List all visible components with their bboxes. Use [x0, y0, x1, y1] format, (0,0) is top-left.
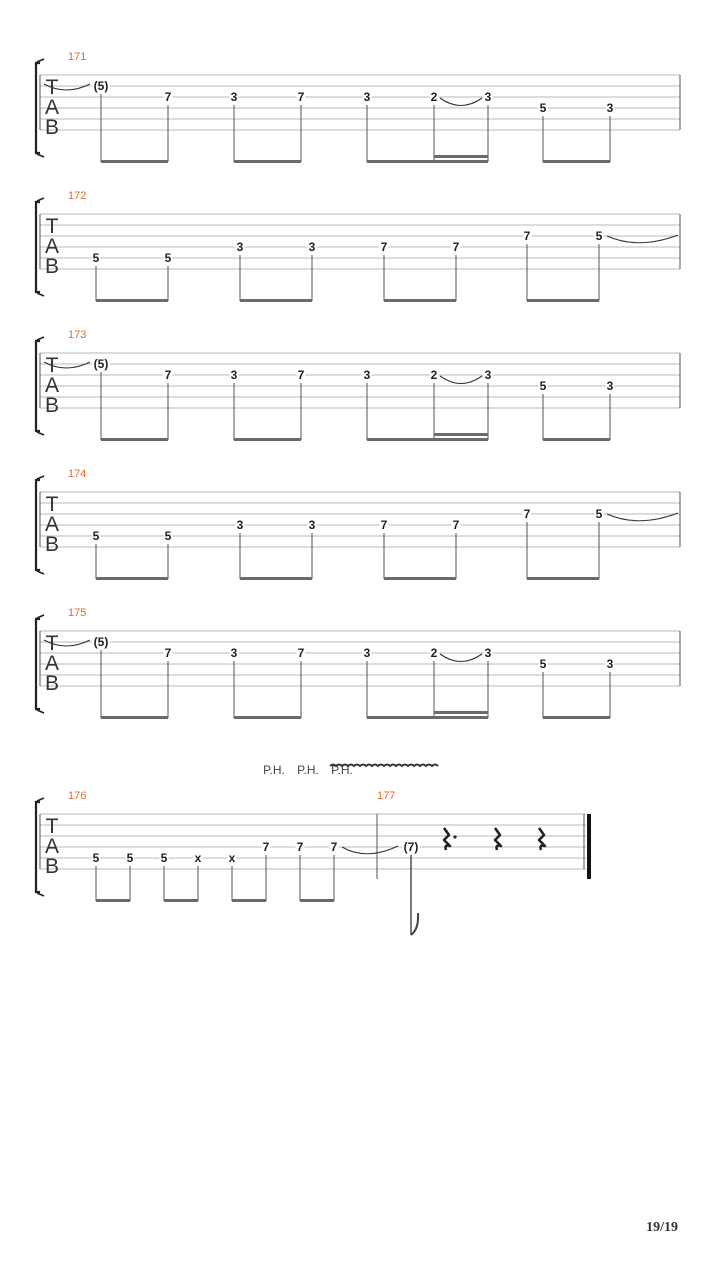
- fret-number: 3: [230, 90, 238, 104]
- tab-clef-letter: B: [44, 855, 60, 878]
- fret-number: 3: [308, 240, 316, 254]
- tab-clef-letter: T: [45, 76, 59, 99]
- tab-clef-letter: B: [44, 116, 60, 139]
- system-bracket: [36, 63, 40, 153]
- fret-number: 7: [297, 646, 305, 660]
- beam: [164, 899, 198, 902]
- fret-number: 7: [262, 840, 270, 854]
- measure-number: 172: [68, 190, 87, 202]
- bracket-hook: [37, 893, 44, 896]
- bracket-hook: [37, 59, 44, 62]
- fret-number: (5): [93, 79, 109, 93]
- tab-system: [36, 607, 680, 719]
- fret-number: 7: [523, 507, 531, 521]
- tab-clef-letter: T: [45, 354, 59, 377]
- fret-number: 7: [297, 90, 305, 104]
- system-bracket: [36, 619, 40, 709]
- fret-number: (7): [403, 840, 419, 854]
- beam: [527, 577, 599, 580]
- measure-number: 174: [68, 468, 87, 480]
- palm-mute-label: P.H.: [263, 763, 285, 777]
- note-flag: [411, 913, 418, 935]
- quarter-rest: [495, 828, 501, 850]
- beam: [434, 155, 488, 158]
- bracket-hook: [37, 476, 44, 479]
- beam: [101, 160, 168, 163]
- fret-number: 3: [236, 240, 244, 254]
- beam: [367, 716, 488, 719]
- fret-number: 7: [296, 840, 304, 854]
- fret-number: 5: [126, 851, 134, 865]
- fret-number: 5: [92, 851, 100, 865]
- fret-number: (5): [93, 635, 109, 649]
- fret-number: 3: [484, 646, 492, 660]
- fret-number: 7: [297, 368, 305, 382]
- beam: [234, 438, 301, 441]
- beam: [434, 433, 488, 436]
- tab-system: [36, 468, 680, 580]
- measure-number: 177: [377, 790, 396, 802]
- fret-number: 3: [484, 90, 492, 104]
- fret-number: 5: [164, 251, 172, 265]
- dotted-quarter-rest: [444, 828, 450, 850]
- page-number: 19/19: [646, 1220, 678, 1235]
- beam: [384, 577, 456, 580]
- beam: [367, 438, 488, 441]
- palm-mute-label: P.H.: [297, 763, 319, 777]
- bracket-hook: [37, 337, 44, 340]
- tab-clef-letter: A: [44, 835, 60, 858]
- beam: [543, 716, 610, 719]
- fret-number: 5: [160, 851, 168, 865]
- tab-system: [36, 763, 591, 935]
- fret-number: 3: [308, 518, 316, 532]
- beam: [543, 160, 610, 163]
- tie-arc: [440, 376, 482, 384]
- beam: [240, 577, 312, 580]
- fret-number: 5: [539, 657, 547, 671]
- tab-clef-letter: T: [45, 493, 59, 516]
- final-bar-thick: [587, 814, 591, 879]
- fret-number: 7: [164, 646, 172, 660]
- bracket-hook: [37, 798, 44, 801]
- fret-number: 7: [380, 240, 388, 254]
- fret-number: 2: [430, 90, 438, 104]
- tie-arc: [440, 654, 482, 662]
- fret-number: x: [194, 851, 202, 865]
- fret-number: 7: [380, 518, 388, 532]
- tab-system: [36, 51, 680, 163]
- tab-clef-letter: A: [44, 513, 60, 536]
- bracket-hook: [37, 432, 44, 435]
- fret-number: (5): [93, 357, 109, 371]
- system-bracket: [36, 202, 40, 292]
- fret-number: 5: [92, 251, 100, 265]
- fret-number: 2: [430, 646, 438, 660]
- fret-number: 7: [164, 90, 172, 104]
- fret-number: 5: [539, 379, 547, 393]
- fret-number: 3: [363, 90, 371, 104]
- fret-number: 7: [523, 229, 531, 243]
- beam: [527, 299, 599, 302]
- palm-mute-extension: [330, 765, 438, 767]
- beam: [543, 438, 610, 441]
- fret-number: 3: [236, 518, 244, 532]
- tab-clef-letter: B: [44, 255, 60, 278]
- beam: [232, 899, 266, 902]
- beam: [367, 160, 488, 163]
- fret-number: 3: [363, 646, 371, 660]
- bracket-hook: [37, 615, 44, 618]
- fret-number: 5: [164, 529, 172, 543]
- tab-clef-letter: T: [45, 632, 59, 655]
- beam: [101, 438, 168, 441]
- fret-number: 7: [164, 368, 172, 382]
- fret-number: 5: [539, 101, 547, 115]
- measure-number: 176: [68, 790, 87, 802]
- bracket-hook: [37, 710, 44, 713]
- fret-number: 5: [595, 229, 603, 243]
- beam: [300, 899, 334, 902]
- fret-number: 3: [606, 379, 614, 393]
- beam: [96, 299, 168, 302]
- fret-number: 7: [330, 840, 338, 854]
- measure-number: 175: [68, 607, 87, 619]
- tab-system: [36, 329, 680, 441]
- tab-clef-letter: A: [44, 652, 60, 675]
- tab-clef-letter: A: [44, 235, 60, 258]
- beam: [101, 716, 168, 719]
- bracket-hook: [37, 571, 44, 574]
- tab-clef-letter: T: [45, 215, 59, 238]
- tab-clef-letter: A: [44, 374, 60, 397]
- fret-number: 3: [230, 646, 238, 660]
- beam: [96, 577, 168, 580]
- beam: [434, 711, 488, 714]
- fret-number: 7: [452, 240, 460, 254]
- beam: [384, 299, 456, 302]
- tab-clef-letter: B: [44, 672, 60, 695]
- fret-number: 3: [606, 101, 614, 115]
- bracket-hook: [37, 154, 44, 157]
- beam: [96, 899, 130, 902]
- beam: [234, 716, 301, 719]
- fret-number: 3: [484, 368, 492, 382]
- bracket-hook: [37, 198, 44, 201]
- tab-clef-letter: B: [44, 394, 60, 417]
- fret-number: 3: [363, 368, 371, 382]
- measure-number: 173: [68, 329, 87, 341]
- quarter-rest: [539, 828, 545, 850]
- rest-dot: [453, 835, 456, 838]
- tie-arc: [440, 98, 482, 106]
- fret-number: 3: [230, 368, 238, 382]
- system-bracket: [36, 480, 40, 570]
- system-bracket: [36, 802, 40, 892]
- tab-clef-letter: B: [44, 533, 60, 556]
- fret-number: 5: [595, 507, 603, 521]
- fret-number: x: [228, 851, 236, 865]
- beam: [240, 299, 312, 302]
- system-bracket: [36, 341, 40, 431]
- tab-system: [36, 190, 680, 302]
- fret-number: 3: [606, 657, 614, 671]
- measure-number: 171: [68, 51, 87, 63]
- fret-number: 2: [430, 368, 438, 382]
- beam: [234, 160, 301, 163]
- fret-number: 5: [92, 529, 100, 543]
- fret-number: 7: [452, 518, 460, 532]
- bracket-hook: [37, 293, 44, 296]
- tab-clef-letter: T: [45, 815, 59, 838]
- palm-mute-label: P.H.: [331, 763, 353, 777]
- tab-clef-letter: A: [44, 96, 60, 119]
